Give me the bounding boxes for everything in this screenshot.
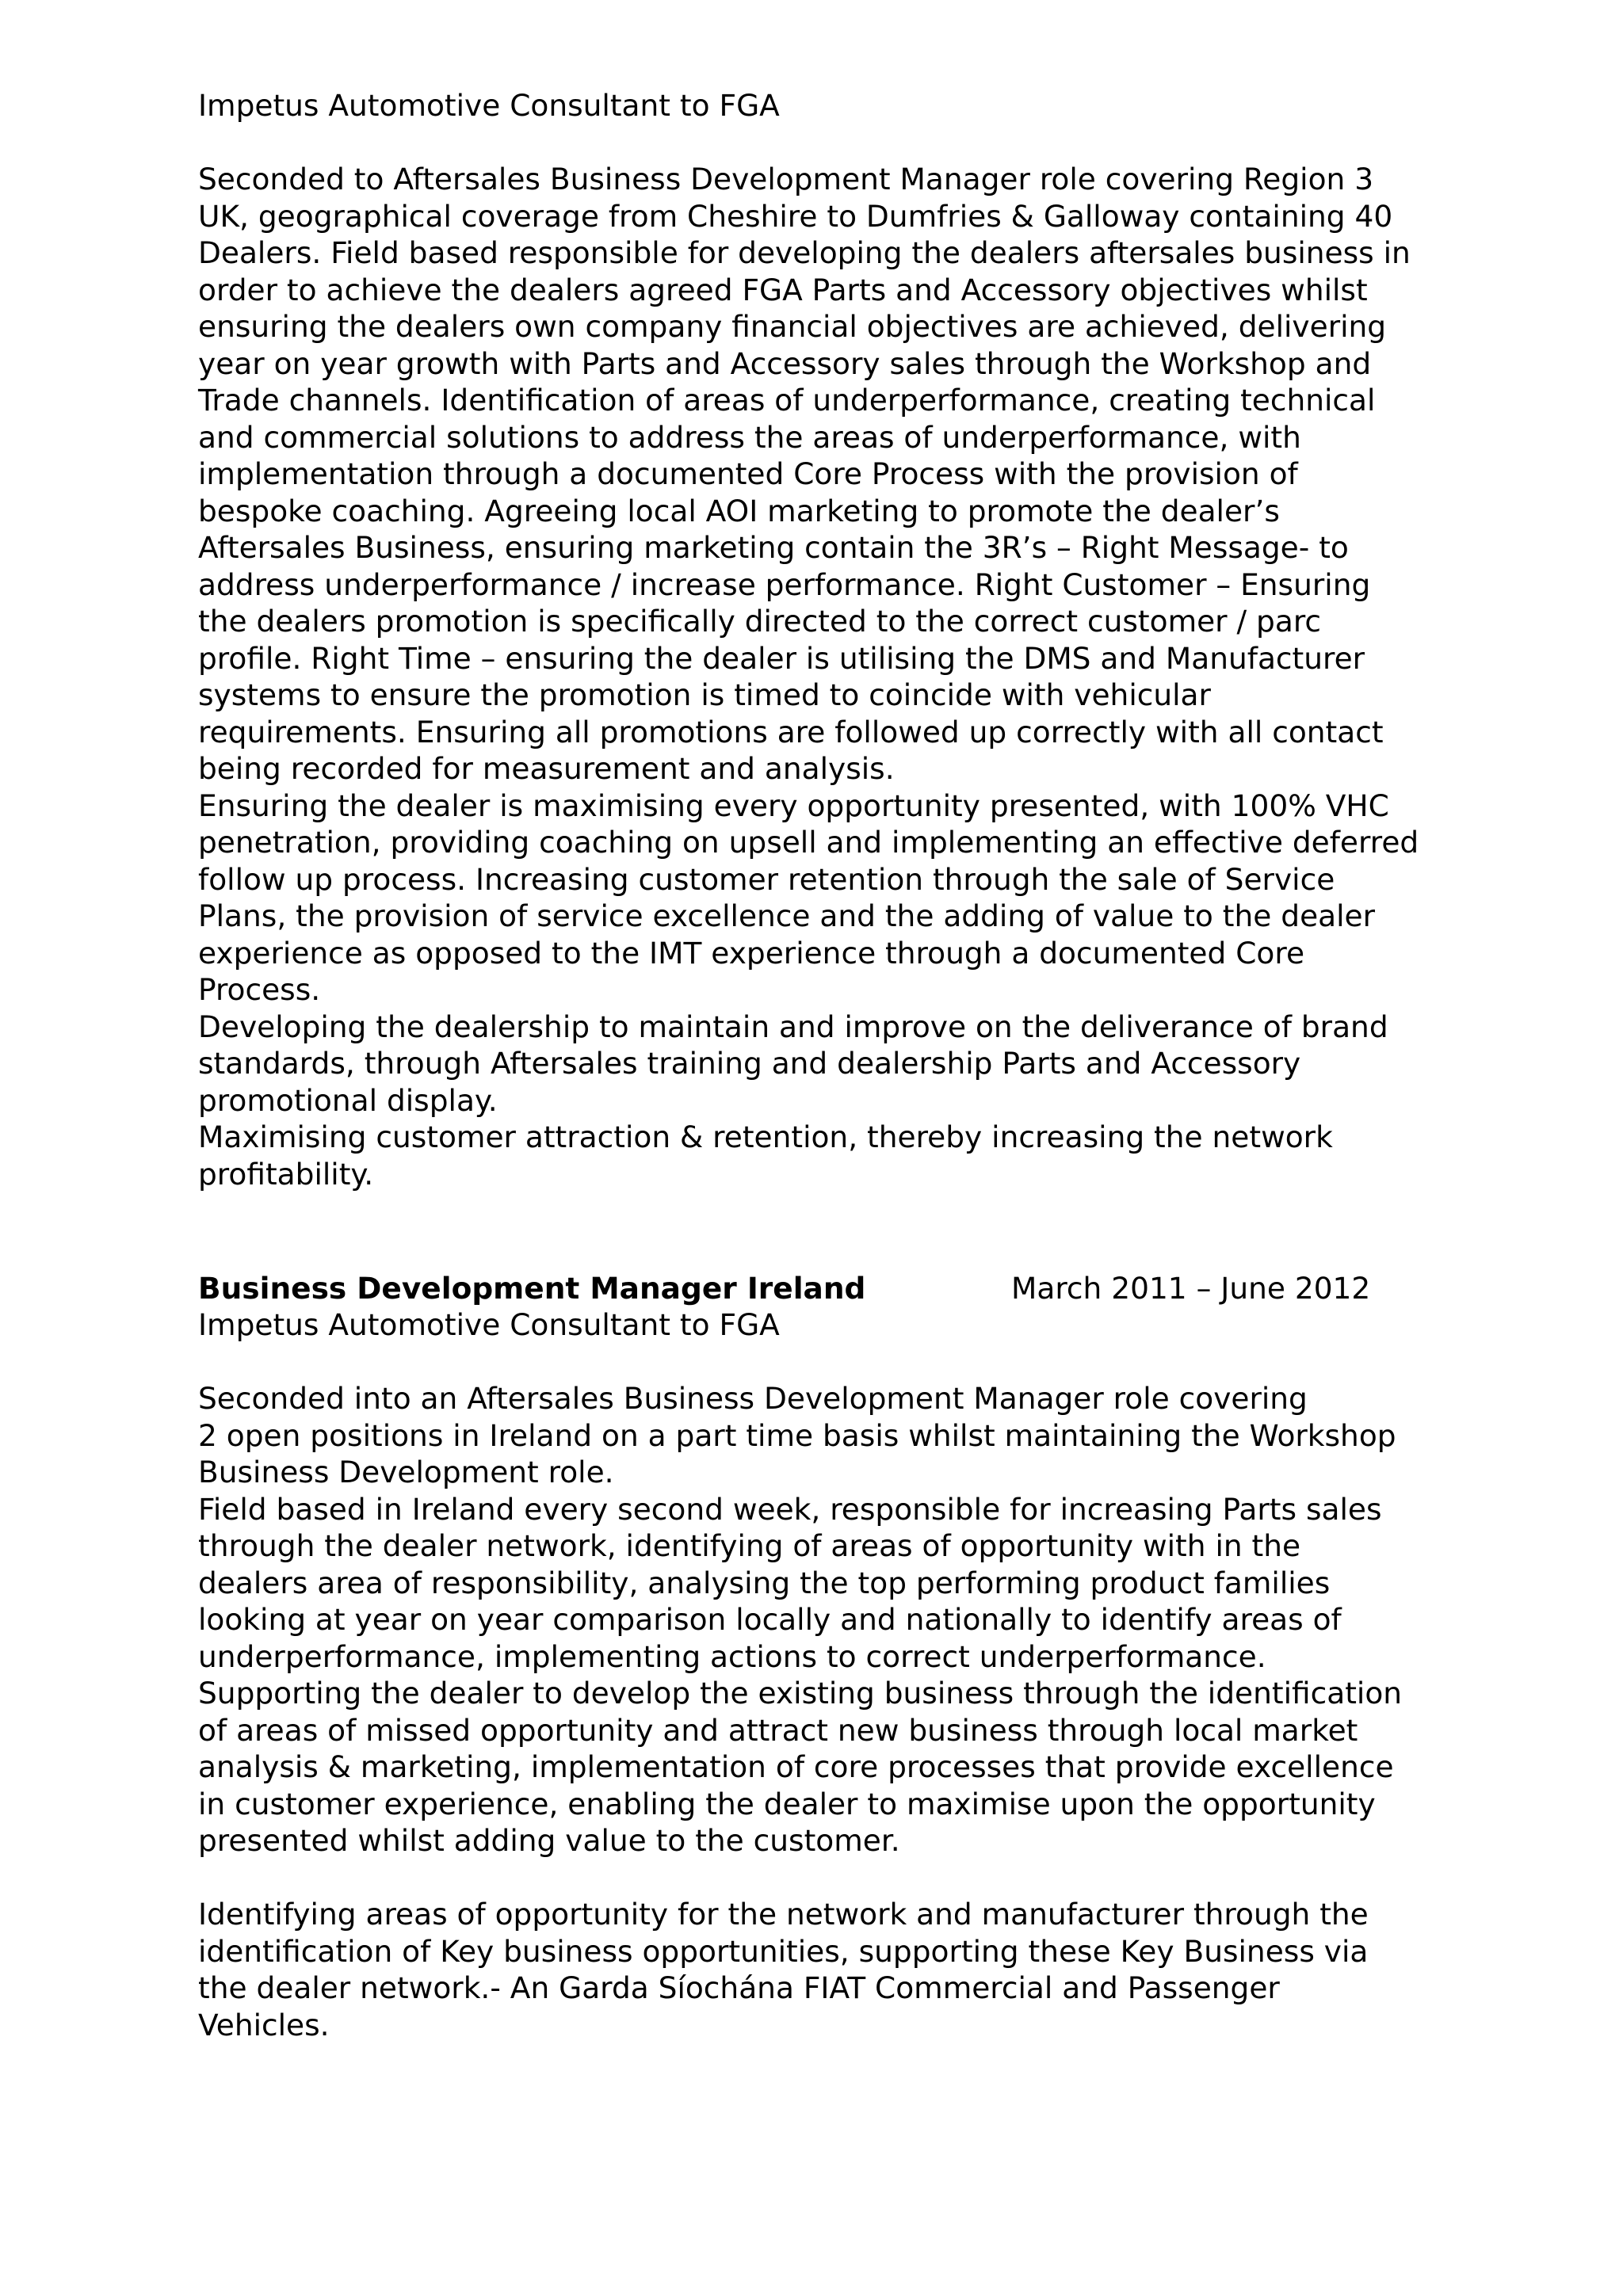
section2-line: Business Development role. <box>198 1455 614 1489</box>
section2-line: Vehicles. <box>198 2007 330 2042</box>
section2-line: presented whilst adding value to the customer. <box>198 1823 900 1858</box>
section1-line: ensuring the dealers own company financial objectives are achieved, delivering <box>198 309 1387 344</box>
section1-line: address underperformance / increase performance. Right Customer – Ensuring <box>198 566 1371 602</box>
section2-line: Seconded into an Aftersales Business Development Manager role covering <box>198 1381 1308 1416</box>
section1-line: requirements. Ensuring all promotions are followed up correctly with all contact <box>198 714 1384 749</box>
section2-line: of areas of missed opportunity and attract new business through local market <box>198 1712 1358 1748</box>
section1-line: and commercial solutions to address the areas of underperformance, with <box>198 419 1301 455</box>
job-dates: March 2011 – June 2012 <box>1011 1271 1371 1306</box>
section1-line: follow up process. Increasing customer retention through the sale of Service <box>198 861 1335 897</box>
section1-line: systems to ensure the promotion is timed to coincide with vehicular <box>198 677 1211 712</box>
section1-line: Trade channels. Identification of areas of underperformance, creating technical <box>198 383 1376 418</box>
section1-line: order to achieve the dealers agreed FGA Parts and Accessory objectives whilst <box>198 272 1368 307</box>
section1-line: Ensuring the dealer is maximising every opportunity presented, with 100% VHC <box>198 788 1389 823</box>
section1-line: standards, through Aftersales training and dealership Parts and Accessory <box>198 1046 1301 1081</box>
section2-paragraph1 <box>198 1380 1490 1859</box>
section1-line: experience as opposed to the IMT experience through a documented Core <box>198 935 1305 971</box>
section2-line: underperformance, implementing actions to correct underperformance. <box>198 1638 1266 1674</box>
section1-line: penetration, providing coaching on upsell and implementing an effective deferred <box>198 825 1419 860</box>
section2-employer-block <box>198 1306 1490 1344</box>
section1-line: implementation through a documented Core Process with the provision of <box>198 456 1298 491</box>
section1-body <box>198 161 1490 1192</box>
section2-line: dealers area of responsibility, analysing the top performing product families <box>198 1565 1331 1600</box>
section1-line: Maximising customer attraction & retention, thereby increasing the network <box>198 1119 1333 1154</box>
section2-line: the dealer network.- An Garda Síochána FIAT Commercial and Passenger <box>198 1970 1280 2005</box>
section1-employer-block <box>198 87 1490 124</box>
section2-line: analysis & marketing, implementation of core processes that provide excellence <box>198 1749 1394 1784</box>
section2-line: Field based in Ireland every second week, responsible for increasing Parts sales <box>198 1491 1382 1527</box>
section2-line: through the dealer network, identifying of areas of opportunity with in the <box>198 1528 1301 1563</box>
section2-paragraph2 <box>198 1896 1490 2043</box>
section1-line: Plans, the provision of service excellence and the adding of value to the dealer <box>198 898 1376 933</box>
section1-line: Seconded to Aftersales Business Development Manager role covering Region 3 <box>198 162 1374 196</box>
section2-line: in customer experience, enabling the dealer to maximise upon the opportunity <box>198 1786 1376 1821</box>
section1-line: the dealers promotion is specifically directed to the correct customer / parc <box>198 604 1322 639</box>
section1-line: promotional display. <box>198 1082 498 1118</box>
section1-line: profitability. <box>198 1156 374 1192</box>
section2-line: identification of Key business opportunities, supporting these Key Business via <box>198 1933 1369 1969</box>
section2-line: Identifying areas of opportunity for the network and manufacturer through the <box>198 1897 1369 1932</box>
section1-employer: Impetus Automotive Consultant to FGA <box>198 88 780 123</box>
section1-line: profile. Right Time – ensuring the dealer is utilising the DMS and Manufacturer <box>198 640 1365 676</box>
section2-line: Supporting the dealer to develop the existing business through the identification <box>198 1676 1403 1711</box>
section1-line: year on year growth with Parts and Accessory sales through the Workshop and <box>198 345 1372 381</box>
job-title: Business Development Manager Ireland <box>198 1271 866 1306</box>
section2-line: looking at year on year comparison locally and nationally to identify areas of <box>198 1602 1342 1637</box>
section2-employer: Impetus Automotive Consultant to FGA <box>198 1307 780 1342</box>
section1-line: Aftersales Business, ensuring marketing contain the 3R’s – Right Message- to <box>198 530 1349 565</box>
section1-line: Dealers. Field based responsible for developing the dealers aftersales business in <box>198 235 1411 270</box>
section1-line: being recorded for measurement and analysis. <box>198 751 895 786</box>
section1-line: Process. <box>198 972 321 1007</box>
section1-line: UK, geographical coverage from Cheshire to Dumfries & Galloway containing 40 <box>198 198 1393 234</box>
section2-line: 2 open positions in Ireland on a part time basis whilst maintaining the Workshop <box>198 1417 1396 1453</box>
section1-line: bespoke coaching. Agreeing local AOI marketing to promote the dealer’s <box>198 493 1280 528</box>
section1-line: Developing the dealership to maintain and improve on the deliverance of brand <box>198 1009 1388 1044</box>
